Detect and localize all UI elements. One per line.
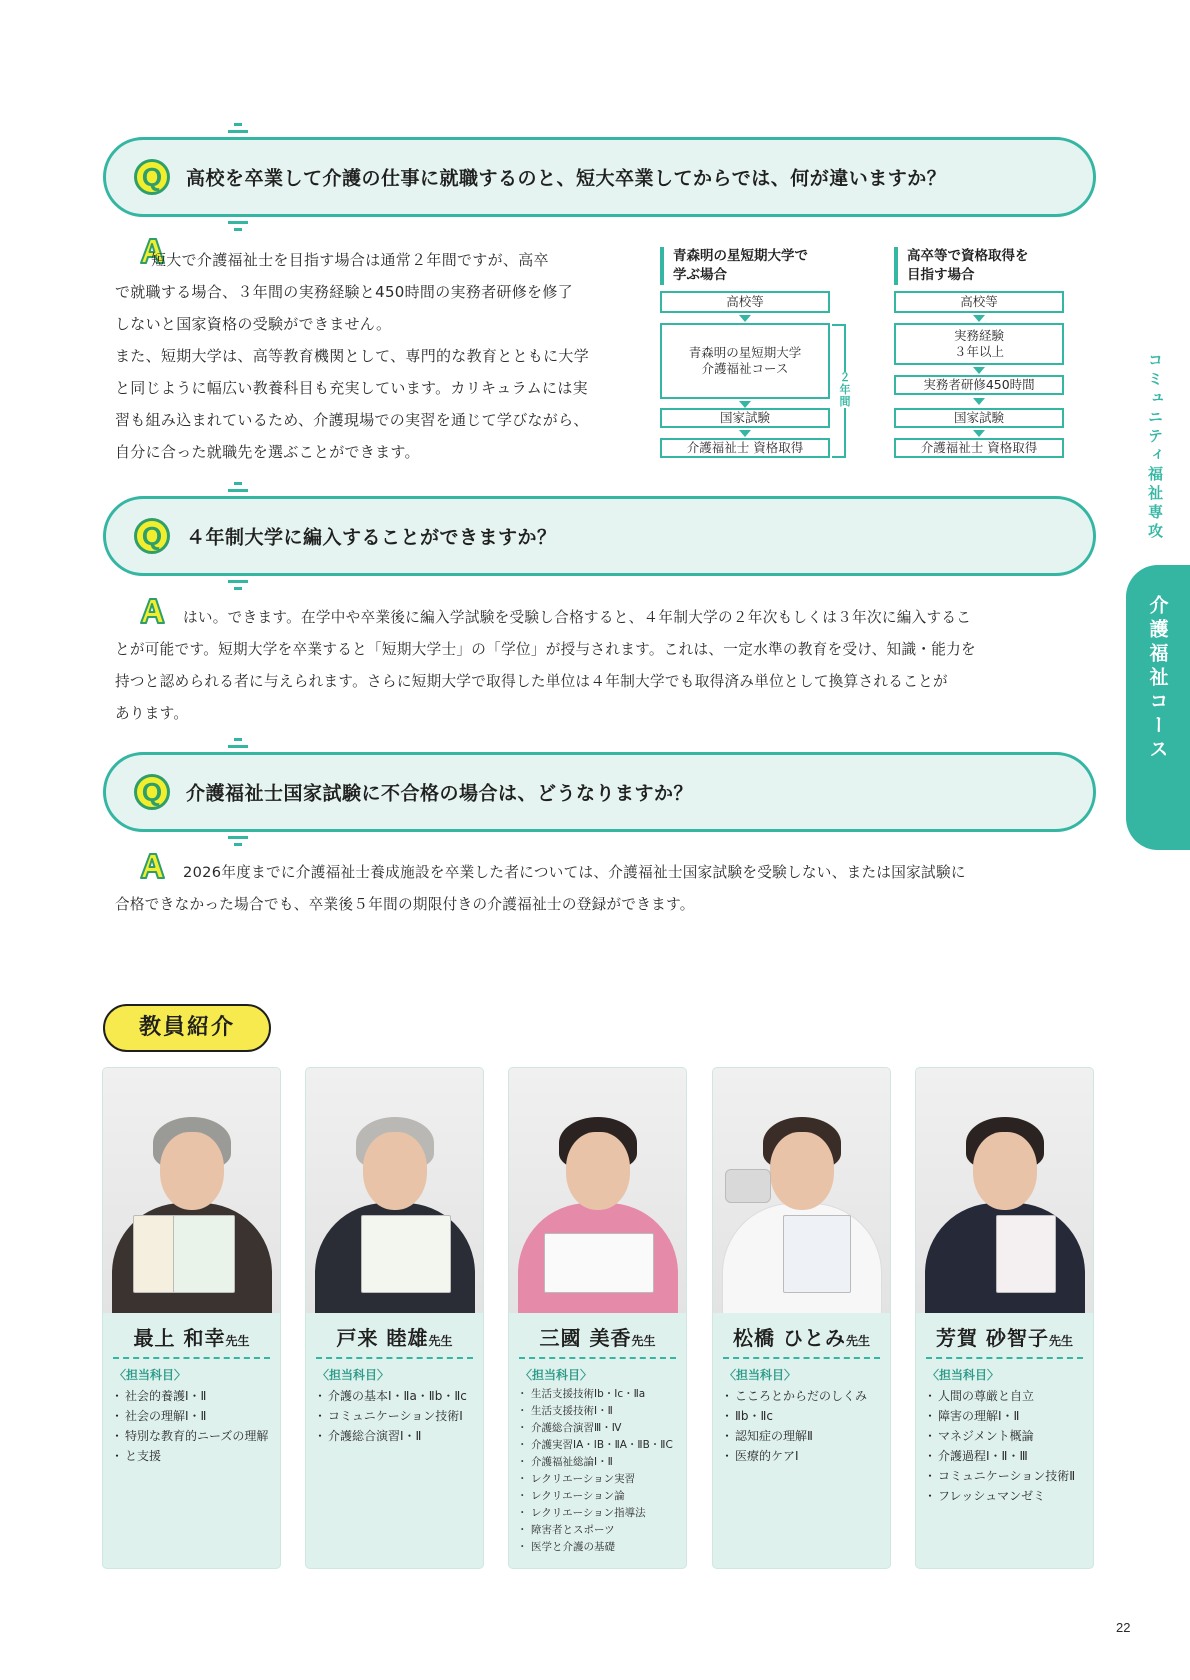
subjects-heading: 〈担当科目〉 bbox=[520, 1368, 593, 1382]
flow-left-step-license: 介護福祉士 資格取得 bbox=[660, 438, 830, 458]
flow-arrow bbox=[973, 398, 985, 405]
flow-arrow bbox=[973, 430, 985, 437]
duration-label: ２年間 bbox=[839, 371, 851, 408]
flow-arrow bbox=[973, 367, 985, 374]
subject-item: ・ 生活支援技術Ⅰ・Ⅱ bbox=[520, 1403, 680, 1420]
subject-list bbox=[520, 1386, 680, 1556]
subject-item: ・ 介護総合演習Ⅲ・Ⅳ bbox=[520, 1420, 680, 1437]
question-text: ４年制大学に編入することができますか？ bbox=[186, 526, 557, 549]
subject-list bbox=[114, 1386, 274, 1466]
q-icon: Q bbox=[134, 774, 170, 810]
teacher-photo bbox=[713, 1068, 890, 1313]
teacher-name: 最上 和幸 bbox=[133, 1326, 226, 1350]
question-box-3 bbox=[103, 752, 1096, 832]
flow-right-step-highschool: 高校等 bbox=[894, 291, 1064, 313]
subject-item: ・ 生活支援技術Ⅰb・Ⅰc・Ⅱa bbox=[520, 1386, 680, 1403]
teacher-photo bbox=[509, 1068, 686, 1313]
subject-list bbox=[724, 1386, 884, 1466]
question-text: 高校を卒業して介護の仕事に就職するのと、短大卒業してからでは、何が違いますか？ bbox=[186, 167, 947, 190]
course-side-tab bbox=[1126, 565, 1190, 850]
flow-arrow bbox=[739, 401, 751, 408]
flow-right-title: 高卒等で資格取得を 目指す場合 bbox=[894, 247, 1074, 285]
subject-item: ・ レクリエーション実習 bbox=[520, 1471, 680, 1488]
answer-1: 短大で介護福祉士を目指す場合は通常２年間ですが、高卒 で就職する場合、３年間の実務経験と450時間の実務者研修を修了 しないと国家資格の受験ができません。 また、短期大学は、高等教育機関として、専門的な教育とともに大学 と同じように幅広い教養科目も充実しています。カリキュラムには実 習も組み込まれているため、介護現場での実習を通じて学びながら、 自分に合った就職先を選ぶことができます。 bbox=[115, 251, 590, 461]
subject-item: ・ レクリエーション論 bbox=[520, 1488, 680, 1505]
flow-left-title: 青森明の星短期大学で 学ぶ場合 bbox=[660, 247, 840, 285]
answer-2: はい。できます。在学中や卒業後に編入学試験を受験し合格すると、４年制大学の２年次もしくは３年次に編入するこ とが可能です。短期大学を卒業すると「短期大学士」の「学位」が授与されます。これは、一定水準の教育を受け、知識・能力を 持つと認められる者に与えられます。さらに短期大学で取得した単位は４年制大学でも取得済み単位として換算されることが あります。 bbox=[115, 609, 976, 722]
subject-item: ・ 介護総合演習Ⅰ・Ⅱ bbox=[317, 1426, 477, 1446]
subject-item: ・ フレッシュマンゼミ bbox=[927, 1486, 1087, 1506]
subject-item: ・ 医学と介護の基礎 bbox=[520, 1539, 680, 1556]
subject-item: ・ こころとからだのしくみ bbox=[724, 1386, 884, 1406]
subject-item: ・ 介護実習ⅠA・ⅠB・ⅡA・ⅡB・ⅡC bbox=[520, 1437, 680, 1454]
subject-item: ・ 人間の尊厳と自立 bbox=[927, 1386, 1087, 1406]
subject-item: ・ マネジメント概論 bbox=[927, 1426, 1087, 1446]
question-box-1 bbox=[103, 137, 1096, 217]
department-side-label: コミュニティ福祉専攻 bbox=[1146, 352, 1164, 542]
teacher-name: 芳賀 砂智子 bbox=[936, 1326, 1049, 1350]
subjects-heading: 〈担当科目〉 bbox=[724, 1368, 797, 1382]
subject-item: ・ コミュニケーション技術Ⅱ bbox=[927, 1466, 1087, 1486]
subject-item: ・ と支援 bbox=[114, 1446, 274, 1466]
subjects-heading: 〈担当科目〉 bbox=[927, 1368, 1000, 1382]
page-number: 22 bbox=[1116, 1620, 1131, 1635]
flow-arrow bbox=[739, 315, 751, 322]
subject-item: ・ Ⅱb・Ⅱc bbox=[724, 1406, 884, 1426]
teacher-card: 最上 和幸先生 〈担当科目〉 ・ 社会的養護Ⅰ・Ⅱ ・ 社会の理解Ⅰ・Ⅱ ・ 特別な教育的ニーズの理解 ・ と支援 bbox=[103, 1068, 280, 1568]
subject-list bbox=[927, 1386, 1087, 1506]
subject-item: ・ 介護の基本Ⅰ・Ⅱa・Ⅱb・Ⅱc bbox=[317, 1386, 477, 1406]
subject-item: ・ 障害者とスポーツ bbox=[520, 1522, 680, 1539]
flow-arrow bbox=[973, 315, 985, 322]
subject-item: ・ 医療的ケアⅠ bbox=[724, 1446, 884, 1466]
flow-right-step-training: 実務者研修450時間 bbox=[894, 375, 1064, 395]
q-icon: Q bbox=[134, 159, 170, 195]
teacher-card: 松橋 ひとみ先生 〈担当科目〉 ・ こころとからだのしくみ ・ Ⅱb・Ⅱc ・ 認知症の理解Ⅱ ・ 医療的ケアⅠ bbox=[713, 1068, 890, 1568]
subject-item: ・ 社会の理解Ⅰ・Ⅱ bbox=[114, 1406, 274, 1426]
subject-item: ・ 認知症の理解Ⅱ bbox=[724, 1426, 884, 1446]
teacher-name: 三國 美香 bbox=[539, 1326, 632, 1350]
flow-arrow bbox=[739, 430, 751, 437]
flow-right-step-experience: 実務経験 ３年以上 bbox=[894, 323, 1064, 365]
question-text: 介護福祉士国家試験に不合格の場合は、どうなりますか？ bbox=[186, 782, 694, 805]
question-box-2 bbox=[103, 496, 1096, 576]
subjects-heading: 〈担当科目〉 bbox=[114, 1368, 187, 1382]
subject-item: ・ 介護福祉総論Ⅰ・Ⅱ bbox=[520, 1454, 680, 1471]
subject-item: ・ 特別な教育的ニーズの理解 bbox=[114, 1426, 274, 1446]
subject-item: ・ 社会的養護Ⅰ・Ⅱ bbox=[114, 1386, 274, 1406]
q-icon: Q bbox=[134, 518, 170, 554]
flow-left-step-exam: 国家試験 bbox=[660, 408, 830, 428]
flow-right-step-license: 介護福祉士 資格取得 bbox=[894, 438, 1064, 458]
teacher-name: 戸来 睦雄 bbox=[336, 1326, 429, 1350]
subject-item: ・ 介護過程Ⅰ・Ⅱ・Ⅲ bbox=[927, 1446, 1087, 1466]
teacher-photo bbox=[306, 1068, 483, 1313]
subject-item: ・ コミュニケーション技術Ⅰ bbox=[317, 1406, 477, 1426]
teachers-section-title: 教員紹介 bbox=[103, 1004, 271, 1052]
teacher-photo bbox=[916, 1068, 1093, 1313]
flow-left-step-highschool: 高校等 bbox=[660, 291, 830, 313]
teacher-card: 戸来 睦雄先生 〈担当科目〉 ・ 介護の基本Ⅰ・Ⅱa・Ⅱb・Ⅱc ・ コミュニケーション技術Ⅰ ・ 介護総合演習Ⅰ・Ⅱ bbox=[306, 1068, 483, 1568]
answer-3: 2026年度までに介護福祉士養成施設を卒業した者については、介護福祉士国家試験を受験しない、または国家試験に 合格できなかった場合でも、卒業後５年間の期限付きの介護福祉士の登録ができます。 bbox=[115, 864, 966, 913]
flow-right-step-exam: 国家試験 bbox=[894, 408, 1064, 428]
teacher-card: 三國 美香先生 〈担当科目〉 ・ 生活支援技術Ⅰb・Ⅰc・Ⅱa ・ 生活支援技術Ⅰ・Ⅱ ・ 介護総合演習Ⅲ・Ⅳ ・ 介護実習ⅠA・ⅠB・ⅡA・ⅡB・ⅡC ・ 介護福祉総論Ⅰ・Ⅱ ・ レクリエーション実習 ・ レクリエーション論 ・ レクリエーション指導法 ・ 障害者とスポーツ ・ 医学と介護の基礎 bbox=[509, 1068, 686, 1568]
subject-item: ・ 障害の理解Ⅰ・Ⅱ bbox=[927, 1406, 1087, 1426]
teacher-name: 松橋 ひとみ bbox=[733, 1326, 846, 1350]
teacher-photo bbox=[103, 1068, 280, 1313]
course-side-label: 介護福祉コース bbox=[1146, 595, 1169, 763]
flow-left-step-college: 青森明の星短期大学 介護福祉コース bbox=[660, 323, 830, 399]
teacher-card: 芳賀 砂智子先生 〈担当科目〉 ・ 人間の尊厳と自立 ・ 障害の理解Ⅰ・Ⅱ ・ マネジメント概論 ・ 介護過程Ⅰ・Ⅱ・Ⅲ ・ コミュニケーション技術Ⅱ ・ フレッシュマンゼミ bbox=[916, 1068, 1093, 1568]
subject-item: ・ レクリエーション指導法 bbox=[520, 1505, 680, 1522]
subject-list bbox=[317, 1386, 477, 1446]
subjects-heading: 〈担当科目〉 bbox=[317, 1368, 390, 1382]
